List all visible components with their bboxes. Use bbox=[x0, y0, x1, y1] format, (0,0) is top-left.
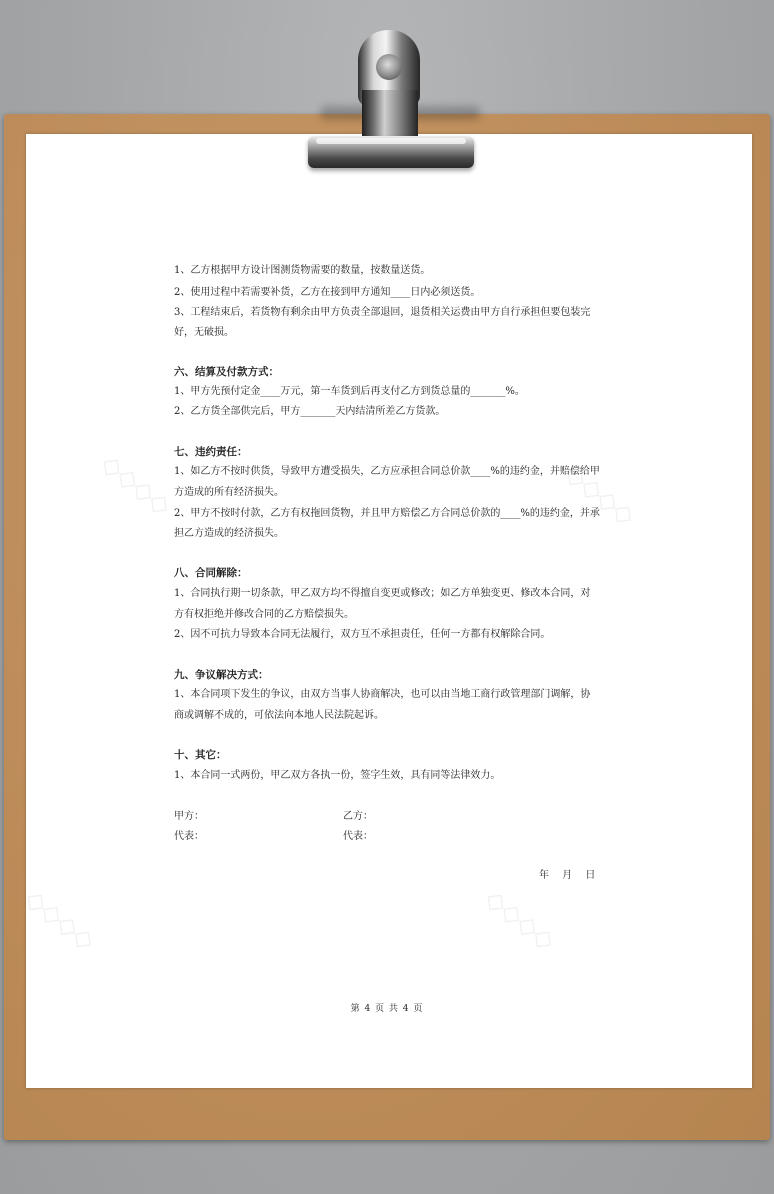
clause-line: 1、本合同一式两份，甲乙双方各执一份，签字生效，具有同等法律效力。 bbox=[174, 770, 501, 781]
clip-ring-hole bbox=[376, 54, 402, 80]
clause-line: 1、合同执行期一切条款，甲乙双方均不得擅自变更或修改；如乙方单独变更、修改本合同，对 bbox=[174, 588, 591, 599]
clause-line: 2、因不可抗力导致本合同无法履行，双方互不承担责任，任何一方都有权解除合同。 bbox=[174, 629, 551, 640]
clause-line: 好，无破损。 bbox=[174, 327, 234, 338]
section-heading: 六、结算及付款方式： bbox=[174, 366, 279, 378]
date-line: 年 月 日 bbox=[539, 870, 596, 881]
party-a-label: 甲方： bbox=[174, 811, 204, 822]
party-a-rep-label: 代表： bbox=[174, 831, 204, 842]
party-b-rep-label: 代表： bbox=[343, 831, 373, 842]
clause-line: 2、使用过程中若需要补货，乙方在接到甲方通知____日内必须送货。 bbox=[174, 287, 481, 298]
party-b-label: 乙方： bbox=[343, 811, 373, 822]
clause-line: 2、甲方不按时付款，乙方有权拖回货物，并且甲方赔偿乙方合同总价款的____%的违约金，并承 bbox=[174, 508, 600, 519]
clause-line: 1、乙方根据甲方设计图测货物需要的数量，按数量送货。 bbox=[174, 265, 431, 276]
clause-line: 1、如乙方不按时供货，导致甲方遭受损失，乙方应承担合同总价款____%的违约金，并赔偿给甲 bbox=[174, 466, 600, 477]
section-heading: 九、争议解决方式： bbox=[174, 669, 269, 681]
clause-line: 担乙方造成的经济损失。 bbox=[174, 528, 284, 539]
clip-neck bbox=[362, 90, 418, 142]
clause-line: 方造成的所有经济损失。 bbox=[174, 487, 284, 498]
clause-line: 3、工程结束后，若货物有剩余由甲方负责全部退回，退货相关运费由甲方自行承担但要包装完 bbox=[174, 307, 591, 318]
page-number: 第 4 页 共 4 页 bbox=[350, 1004, 424, 1014]
section-heading: 八、合同解除： bbox=[174, 567, 248, 579]
clause-line: 2、乙方货全部供完后，甲方_______天内结清所差乙方货款。 bbox=[174, 406, 446, 417]
clause-line: 1、甲方先预付定金____万元，第一车货到后再支付乙方到货总量的_______%。 bbox=[174, 386, 525, 397]
clause-line: 方有权拒绝并修改合同的乙方赔偿损失。 bbox=[174, 609, 354, 620]
clause-line: 商或调解不成的，可依法向本地人民法院起诉。 bbox=[174, 710, 384, 721]
section-heading: 十、其它： bbox=[174, 749, 227, 761]
clause-line: 1、本合同项下发生的争议，由双方当事人协商解决，也可以由当地工商行政管理部门调解，协 bbox=[174, 689, 591, 700]
binder-clip bbox=[300, 28, 480, 178]
section-heading: 七、违约责任： bbox=[174, 446, 248, 458]
